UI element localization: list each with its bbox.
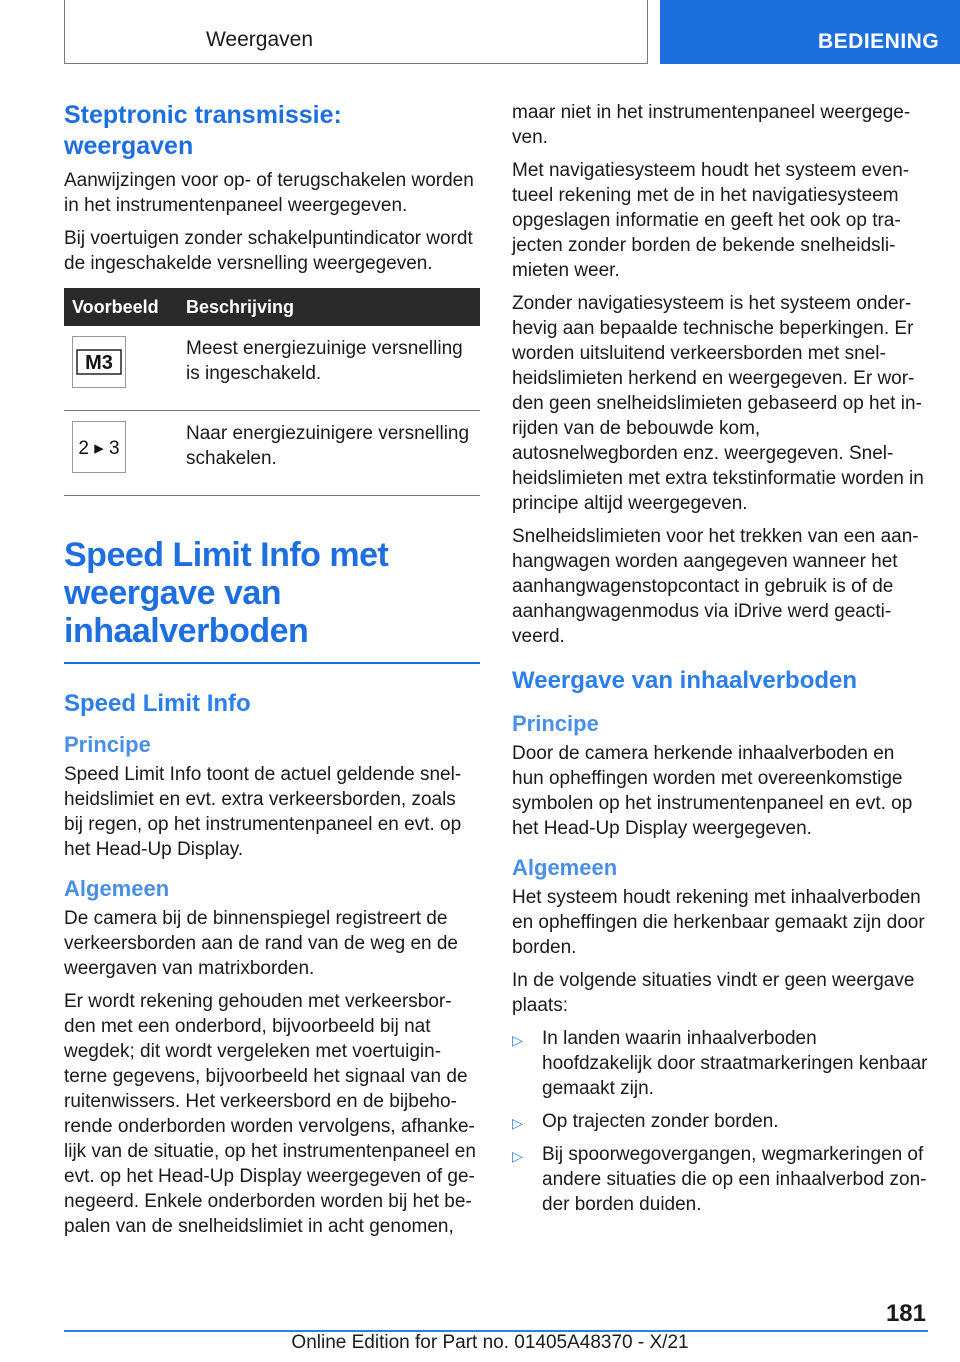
paragraph: Bij voertuigen zonder schakelpuntindicator wordt de ingeschakelde versnelling weergegeven. (64, 228, 473, 274)
table-cell-symbol (64, 326, 178, 411)
left-column (64, 100, 480, 1247)
gear-symbol-text: 2 ▸ 3 (78, 438, 120, 459)
table-header-beschrijving: Beschrijving (178, 288, 480, 326)
heading-principe: Principe (512, 711, 599, 736)
gear-indicator-symbol (72, 421, 126, 473)
list-item-text: Bij spoorwegovergangen, wegmarkeringen of andere situaties die op een inhaalverbod zon-der borden duiden. (542, 1144, 927, 1215)
sub-title-inhaalverboden: Weergave van inhaalverboden (512, 667, 858, 694)
gear-symbol-text: M3 (85, 352, 113, 374)
footer (0, 1332, 960, 1354)
header-section-box (64, 0, 648, 64)
header-section-title: Weergaven (205, 28, 313, 51)
table-header-voorbeeld: Voorbeeld (64, 288, 178, 326)
table-row (64, 411, 480, 496)
list-item-text: Op trajecten zonder borden. (542, 1111, 779, 1132)
list-item (512, 1026, 928, 1101)
header-chapter-title: BEDIENING (818, 30, 940, 53)
heading-principe: Principe (64, 732, 151, 757)
paragraph: maar niet in het instrumentenpaneel weergege-ven. (512, 102, 911, 148)
table-cell-description: Naar energiezuinigere versnelling schakelen. (178, 411, 480, 496)
chapter-rule (64, 662, 480, 664)
section-title-steptronic: Steptronic transmissie: weergaven (64, 101, 342, 160)
header-chapter-tab (660, 0, 960, 64)
table-cell-symbol (64, 411, 178, 496)
paragraph: Snelheidslimieten voor het trekken van een aan-hangwagen worden aangegeven wanneer het aanhangwagenstopcontact in gebruik is of de aanhangwagenmodus via iDrive werd geacti-veerd. (512, 526, 919, 647)
sub-title-speed-limit-info: Speed Limit Info (64, 690, 251, 717)
paragraph: De camera bij de binnenspiegel registreert de verkeersborden aan de rand van de weg en de weergaven van matrixborden. (64, 908, 458, 979)
gear-shift-up-icon (76, 434, 122, 460)
paragraph: Aanwijzingen voor op- of terugschakelen worden in het instrumentenpaneel weergegeven. (64, 170, 474, 216)
gear-m3-icon (76, 349, 122, 375)
gear-indicator-symbol (72, 336, 126, 388)
list-item-text: In landen waarin inhaalverboden hoofdzakelijk door straatmarkeringen kenbaar gemaakt zijn. (542, 1028, 928, 1099)
paragraph: Het systeem houdt rekening met inhaalverboden en opheffingen die herkenbaar gemaakt zijn door borden. (512, 887, 925, 958)
right-column (512, 100, 928, 1225)
chapter-title: Speed Limit Info met weergave van inhaalverboden (64, 536, 389, 650)
page-number: 181 (885, 1300, 926, 1327)
symbol-table (64, 288, 480, 496)
paragraph: Met navigatiesysteem houdt het systeem even-tueel rekening met de in het navigatiesysteem opgeslagen informatie en geeft het ook op tra-jecten zonder borden de bekende snelheidsli-mieten weer. (512, 160, 910, 281)
heading-algemeen: Algemeen (64, 876, 170, 901)
footer-edition: Online Edition for Part no. 01405A48370 - X/21 (291, 1332, 689, 1353)
triangle-bullet-icon: ▷ (512, 1115, 523, 1131)
paragraph: Door de camera herkende inhaalverboden en hun opheffingen worden met overeenkomstige symbolen op het instrumentenpaneel en evt. op het Head-Up Display weergegeven. (512, 743, 913, 839)
table-row (64, 326, 480, 411)
paragraph: Speed Limit Info toont de actuel geldende snel-heidslimiet en evt. extra verkeersborden, zoals bij regen, op het instrumentenpaneel en evt. op het Head-Up Display. (64, 764, 462, 860)
paragraph: Er wordt rekening gehouden met verkeersbor-den met een onderbord, bijvoorbeeld bij nat wegdek; dit wordt vergeleken met voertuigin-terne gegevens, bijvoorbeeld het signaal van de ruitenwissers. Het verkeersbord en de bijbeho-rende onderborden worden vervolgens, afhanke-lijk van de situatie, op het instrumentenpaneel en evt. op het Head-Up Display weergegeven of ge-negeerd. Enkele onderborden worden bij het be-palen van de snelheidslimiet in acht genomen, (64, 991, 476, 1237)
heading-algemeen: Algemeen (512, 855, 618, 880)
paragraph: In de volgende situaties vindt er geen weergave plaats: (512, 970, 915, 1016)
triangle-bullet-icon: ▷ (512, 1148, 523, 1164)
list-item (512, 1142, 928, 1217)
paragraph: Zonder navigatiesysteem is het systeem onder-hevig aan bepaalde technische beperkingen. Er worden uitsluitend verkeersborden met snel-heidslimieten herkend en weergegeven. Er wor-den geen snelheidslimieten gebaseerd op het in-rijden van de bebouwde kom, autosnelwegborden enz. weergegeven. Snel-heidslimieten met extra tekstinformatie worden in principe altijd weergegeven. (512, 293, 924, 514)
bullet-list (512, 1026, 928, 1217)
triangle-bullet-icon: ▷ (512, 1032, 523, 1048)
list-item (512, 1109, 928, 1134)
table-cell-description: Meest energiezuinige versnelling is ingeschakeld. (178, 326, 480, 411)
page-header (0, 0, 960, 66)
